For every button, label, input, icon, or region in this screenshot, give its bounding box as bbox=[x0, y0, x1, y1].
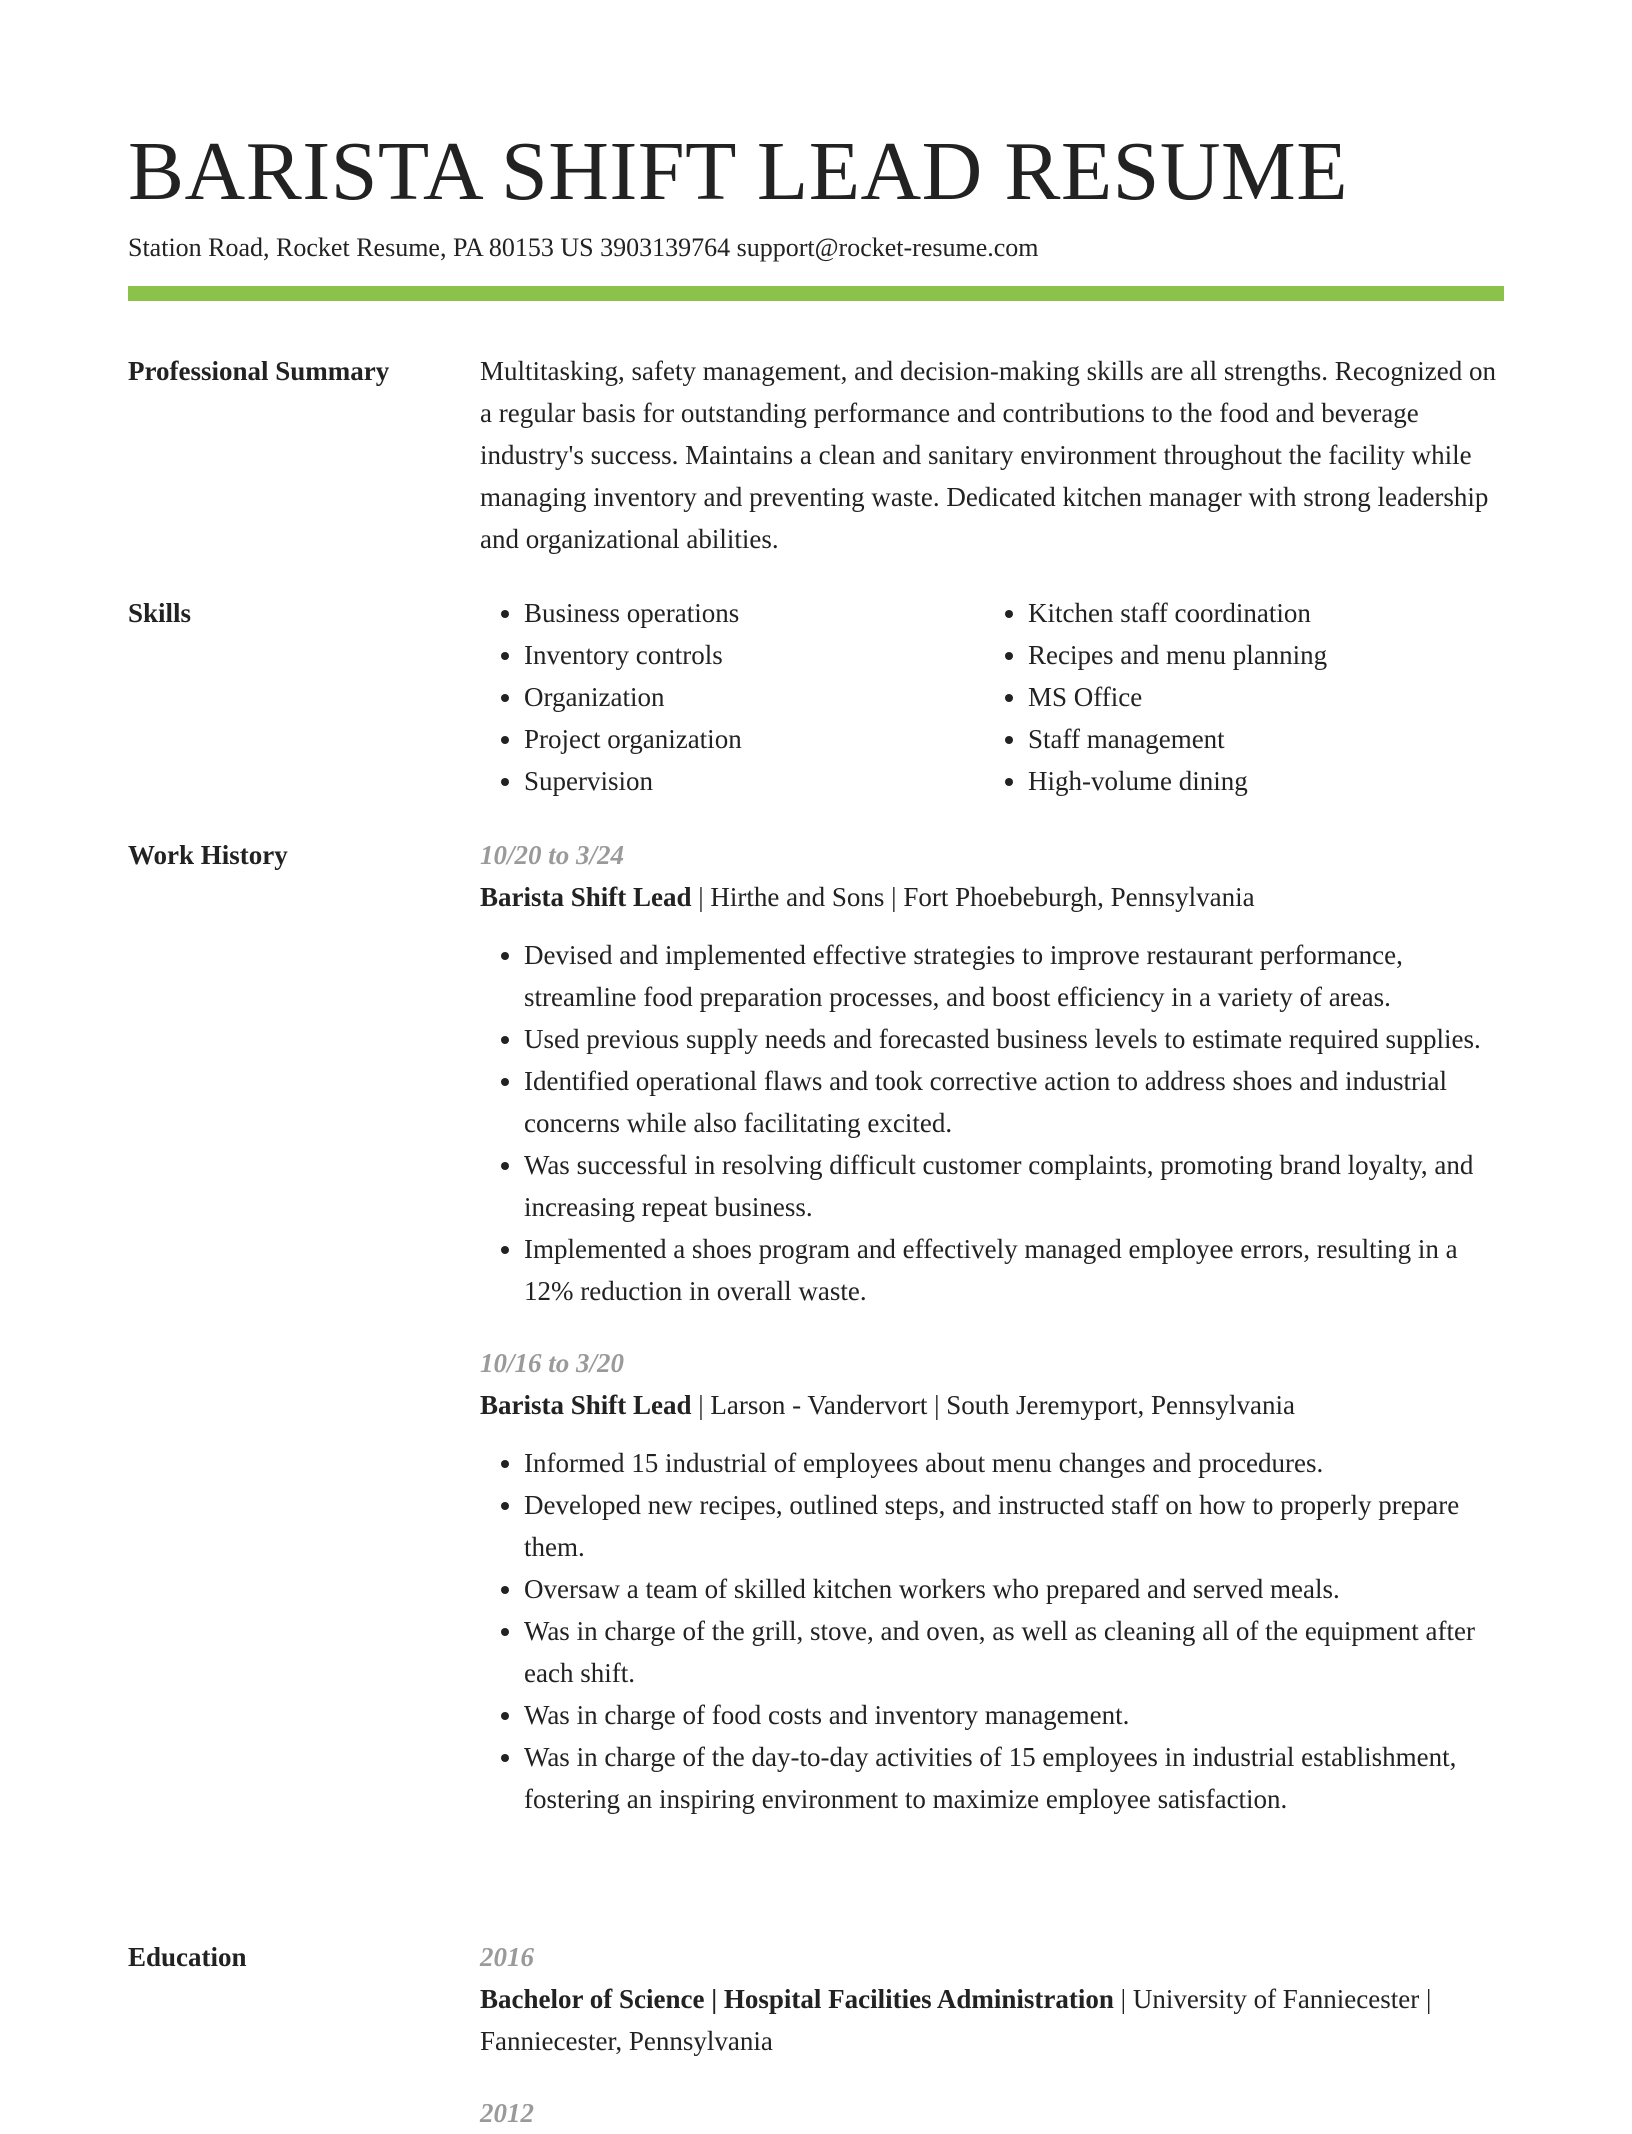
skill-item: • Project organization bbox=[524, 718, 984, 760]
job-bullet: • Implemented a shoes program and effectively managed employee errors, resulting in a 12% reduction in overall waste. bbox=[524, 1228, 1504, 1312]
education-details: | University of Fanniecester | Fanniecester, Pennsylvania bbox=[480, 1984, 1432, 2056]
education-year: 2016 bbox=[480, 1942, 534, 1972]
job-role: Barista Shift Lead bbox=[480, 1390, 692, 1420]
skills-columns bbox=[480, 592, 1504, 802]
job-entry bbox=[480, 834, 1504, 1312]
education-entry bbox=[480, 1936, 1504, 2062]
job-bullet: • Was in charge of the day-to-day activities of 15 employees in industrial establishment, fostering an inspiring environment to maximize employee satisfaction. bbox=[524, 1736, 1504, 1820]
job-bullet: • Oversaw a team of skilled kitchen workers who prepared and served meals. bbox=[524, 1568, 1504, 1610]
skill-item: • Supervision bbox=[524, 760, 984, 802]
skill-item: • Business operations bbox=[524, 592, 984, 634]
job-details: | Hirthe and Sons | Fort Phoebeburgh, Pennsylvania bbox=[691, 882, 1255, 912]
skill-item: • Organization bbox=[524, 676, 984, 718]
skill-item: • MS Office bbox=[1028, 676, 1488, 718]
job-bullet: • Informed 15 industrial of employees about menu changes and procedures. bbox=[524, 1442, 1504, 1484]
job-entry bbox=[480, 1342, 1504, 1820]
job-dates: 10/20 to 3/24 bbox=[480, 840, 625, 870]
job-bullet: • Was in charge of the grill, stove, and oven, as well as cleaning all of the equipment after each shift. bbox=[524, 1610, 1504, 1694]
skills-list-left bbox=[480, 592, 984, 802]
job-bullets bbox=[480, 1442, 1504, 1820]
contact-info: Station Road, Rocket Resume, PA 80153 US 3903139764 support@rocket-resume.com bbox=[128, 233, 1039, 262]
job-bullet: • Was successful in resolving difficult customer complaints, promoting brand loyalty, and increasing repeat business. bbox=[524, 1144, 1504, 1228]
resume-title: BARISTA SHIFT LEAD RESUME bbox=[128, 125, 1349, 218]
education-heading bbox=[480, 1978, 1504, 2062]
education-degree: Bachelor of Science | Hospital Facilities Administration bbox=[480, 1984, 1114, 2014]
skill-item: • Recipes and menu planning bbox=[1028, 634, 1488, 676]
job-heading bbox=[480, 1384, 1504, 1426]
skill-item: • Kitchen staff coordination bbox=[1028, 592, 1488, 634]
job-role: Barista Shift Lead bbox=[480, 882, 692, 912]
skill-item: • Inventory controls bbox=[524, 634, 984, 676]
skill-item: • High-volume dining bbox=[1028, 760, 1488, 802]
job-bullets bbox=[480, 934, 1504, 1312]
skills-list-right bbox=[984, 592, 1488, 802]
education-year-next: 2012 bbox=[480, 2098, 534, 2128]
section-title-work-history: Work History bbox=[128, 840, 288, 870]
job-bullet: • Used previous supply needs and forecasted business levels to estimate required supplies. bbox=[524, 1018, 1504, 1060]
job-dates: 10/16 to 3/20 bbox=[480, 1348, 625, 1378]
summary-text: Multitasking, safety management, and decision-making skills are all strengths. Recognized on a regular basis for outstanding performance and contributions to the food and beverage industry's success. Maintains a clean and sanitary environment throughout the facility while managing inventory and preventing waste. Dedicated kitchen manager with strong leadership and organizational abilities. bbox=[480, 356, 1497, 554]
job-bullet: • Devised and implemented effective strategies to improve restaurant performance, streamline food preparation processes, and boost efficiency in a variety of areas. bbox=[524, 934, 1504, 1018]
job-details: | Larson - Vandervort | South Jeremyport, Pennsylvania bbox=[691, 1390, 1295, 1420]
job-heading bbox=[480, 876, 1504, 918]
skill-item: • Staff management bbox=[1028, 718, 1488, 760]
header-accent-rule bbox=[128, 286, 1504, 301]
section-title-education: Education bbox=[128, 1942, 247, 1972]
section-title-summary: Professional Summary bbox=[128, 356, 390, 386]
job-bullet: • Was in charge of food costs and inventory management. bbox=[524, 1694, 1504, 1736]
section-title-skills: Skills bbox=[128, 598, 192, 628]
job-bullet: • Identified operational flaws and took corrective action to address shoes and industrial concerns while also facilitating excited. bbox=[524, 1060, 1504, 1144]
job-bullet: • Developed new recipes, outlined steps, and instructed staff on how to properly prepare them. bbox=[524, 1484, 1504, 1568]
